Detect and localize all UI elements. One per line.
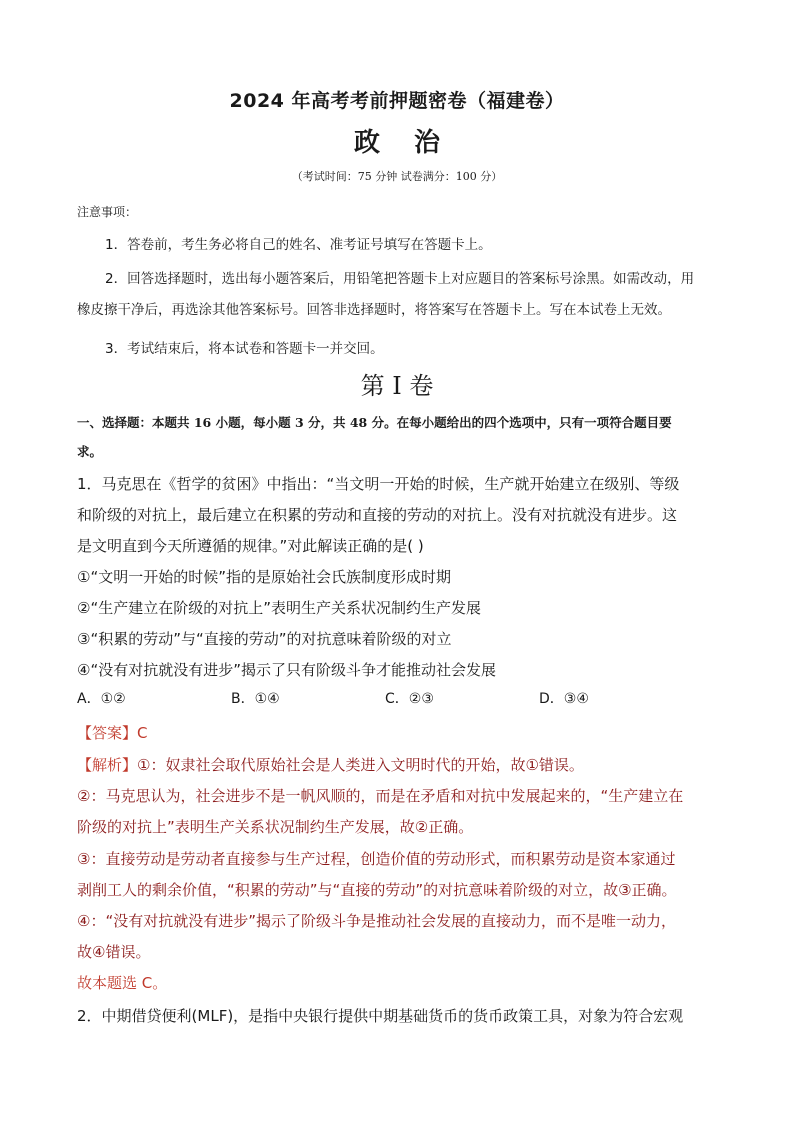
analysis-line-6: ④：“没有对抗就没有进步”揭示了阶级斗争是推动社会发展的直接动力，而不是唯一动力， bbox=[77, 912, 676, 931]
exam-title: 2024 年高考考前押题密卷（福建卷） bbox=[229, 90, 565, 112]
notice-item-2-block bbox=[77, 264, 717, 326]
answer-tag: 【答案】 bbox=[77, 724, 138, 742]
analysis-tag: 【解析】 bbox=[77, 756, 138, 774]
analysis-line-2: ②：马克思认为，社会进步不是一帆风顺的，而是在矛盾和对抗中发展起来的，“生产建立在 bbox=[77, 787, 684, 806]
question-1-options bbox=[77, 688, 719, 718]
notice-item-3: 3．考试结束后，将本试卷和答题卡一并交回。 bbox=[105, 341, 384, 357]
section-heading-line-2: 求。 bbox=[77, 444, 103, 459]
option-a[interactable]: A．①② bbox=[77, 691, 126, 707]
question-1-stem bbox=[77, 469, 719, 686]
analysis-line-7: 故④错误。 bbox=[77, 943, 151, 962]
notice-item-1: 1．答卷前，考生务必将自己的姓名、准考证号填写在答题卡上。 bbox=[105, 237, 492, 253]
option-d[interactable]: D．③④ bbox=[539, 691, 589, 707]
notice-item-2: 2．回答选择题时，选出每小题答案后，用铅笔把答题卡上对应题目的答案标号涂黑。如需改动，用 bbox=[105, 271, 695, 287]
section-heading bbox=[77, 408, 719, 466]
subject-char-1: 政 bbox=[353, 128, 380, 158]
analysis-text: ①：奴隶社会取代原始社会是人类进入文明时代的开始，故①错误。 bbox=[137, 756, 584, 774]
stem-line: 和阶级的对抗上，最后建立在积累的劳动和直接的劳动的对抗上。没有对抗就没有进步。这 bbox=[77, 506, 678, 524]
notice-title: 注意事项： bbox=[77, 205, 138, 219]
stem-line: 1．马克思在《哲学的贫困》中指出：“当文明一开始的时候，生产就开始建立在级别、等级 bbox=[77, 475, 680, 493]
analysis-line-1 bbox=[77, 750, 719, 781]
analysis-block bbox=[77, 750, 719, 1000]
stem-line: 是文明直到今天所遵循的规律。”对此解读正确的是( ) bbox=[77, 537, 424, 555]
subject-char-2: 治 bbox=[414, 128, 441, 158]
option-c[interactable]: C．②③ bbox=[385, 691, 434, 707]
statement-1: ①“文明一开始的时候”指的是原始社会氏族制度形成时期 bbox=[77, 568, 451, 586]
answer-line bbox=[77, 718, 719, 749]
option-b[interactable]: B．①④ bbox=[231, 691, 280, 707]
statement-4: ④“没有对抗就没有进步”揭示了只有阶级斗争才能推动社会发展 bbox=[77, 661, 496, 679]
statement-3: ③“积累的劳动”与“直接的劳动”的对抗意味着阶级的对立 bbox=[77, 630, 452, 648]
section-heading-line-1: 一、选择题：本题共 16 小题，每小题 3 分，共 48 分。在每小题给出的四个选项中，只有一项符合题目要 bbox=[77, 415, 672, 430]
question-2-stem: 2．中期借贷便利(MLF)，是指中央银行提供中期基础货币的货币政策工具，对象为符合宏观 bbox=[77, 1007, 684, 1025]
volume-title: 第 I 卷 bbox=[360, 372, 434, 400]
subject-title bbox=[0, 122, 794, 159]
analysis-line-4: ③：直接劳动是劳动者直接参与生产过程，创造价值的劳动形式，而积累劳动是资本家通过 bbox=[77, 849, 676, 868]
answer-value: C bbox=[137, 724, 148, 742]
analysis-line-5: 剥削工人的剩余价值，“积累的劳动”与“直接的劳动”的对抗意味着阶级的对立，故③正确。 bbox=[77, 880, 677, 899]
statement-2: ②“生产建立在阶级的对抗上”表明生产关系状况制约生产发展 bbox=[77, 599, 481, 617]
notice-list bbox=[77, 230, 717, 261]
analysis-conclusion: 故本题选 C。 bbox=[77, 974, 168, 993]
exam-info: （考试时间：75 分钟 试卷满分：100 分） bbox=[291, 170, 503, 183]
notice-item-3-block bbox=[77, 334, 717, 365]
analysis-line-3: 阶级的对抗上”表明生产关系状况制约生产发展，故②正确。 bbox=[77, 818, 474, 837]
notice-item-2-cont: 橡皮擦干净后，再选涂其他答案标号。回答非选择题时，将答案写在答题卡上。写在本试卷上无效。 bbox=[77, 302, 671, 318]
